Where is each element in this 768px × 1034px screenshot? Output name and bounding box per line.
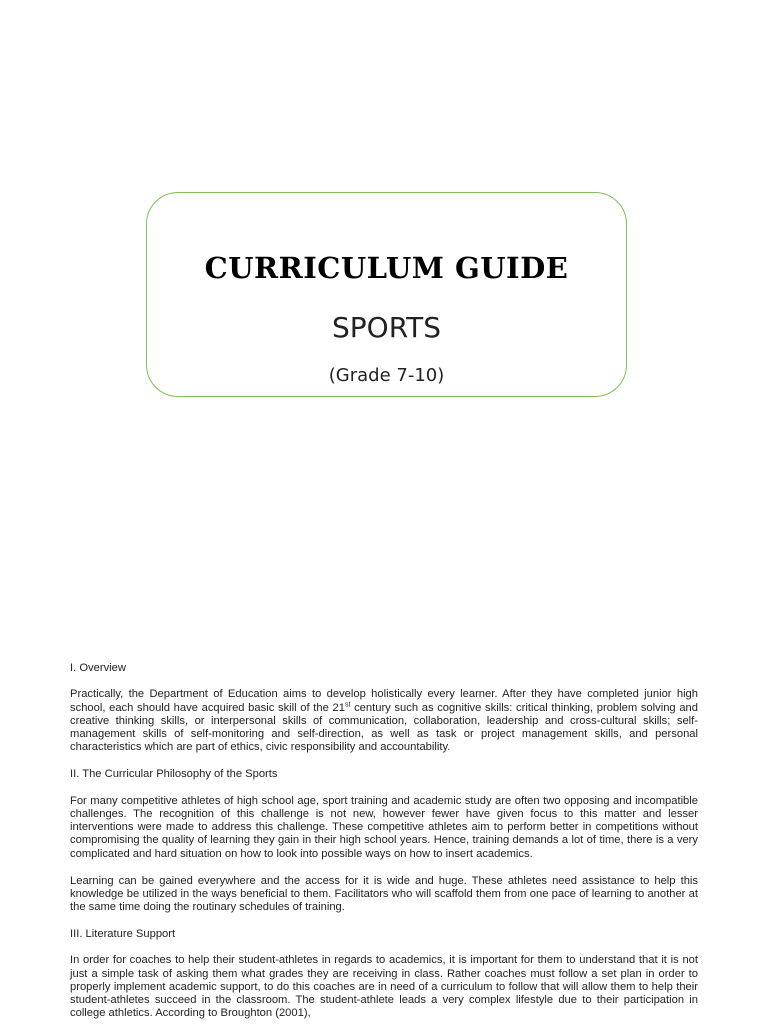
- philosophy-heading: II. The Curricular Philosophy of the Sports: [70, 768, 278, 781]
- title-box: [146, 192, 627, 397]
- document-title: CURRICULUM GUIDE: [204, 251, 569, 285]
- subject-title: SPORTS: [332, 311, 441, 344]
- overview-text-end: century such as cognitive skills: critical thinking, problem solving and creative thinking skills, or interpersonal skills of communication, collaboration, leadership and cross-cultural skills; self-management skills of self-monitoring and self-direction, as well as task or project management skills, and personal characteristics which are part of ethics, civic responsibility and accountability.: [70, 701, 698, 754]
- overview-text-start: Practically, the Department of Education aims to develop holistically every learner. After they have completed junior high school, each should have acquired basic skill of the 21: [70, 688, 698, 714]
- ordinal-suffix: st: [344, 700, 351, 708]
- overview-heading: I. Overview: [70, 662, 126, 674]
- philosophy-paragraph-1: For many competitive athletes of high school age, sport training and academic study are often two opposing and incompatible challenges. The recognition of this challenge is not new, however fewer have given focus to this matter and lesser interventions were made to address this challenge. These competitive athletes aim to perform better in competitions without compromising the quality of learning they gain in their high school years. Hence, training demands a lot of time, there is a very complicated and hard situation on how to look into possible ways on how to insert academics.: [70, 794, 698, 860]
- philosophy-paragraph-2: Learning can be gained everywhere and the access for it is wide and huge. These athletes need assistance to help this knowledge be utilized in the ways beneficial to them. Facilitators who will scaffold them from one pace of learning to another at the same time doing the routinary schedules of training.: [70, 874, 698, 914]
- overview-paragraph: [70, 688, 698, 754]
- literature-heading: III. Literature Support: [70, 927, 176, 940]
- literature-paragraph-1: In order for coaches to help their student-athletes in regards to academics, it is important for them to understand that it is not just a simple task of asking them what grades they are receiving in class. Rather coaches must follow a set plan in order to properly implement academic support, to do this coaches are in need of a curriculum to follow that will allow them to help their student-athletes succeed in the classroom. The student-athlete leads a very complex lifestyle due to their participation in college athletics. According to Broughton (2001),: [70, 954, 698, 1020]
- document-body: [70, 662, 698, 1034]
- grade-range: (Grade 7-10): [328, 365, 445, 386]
